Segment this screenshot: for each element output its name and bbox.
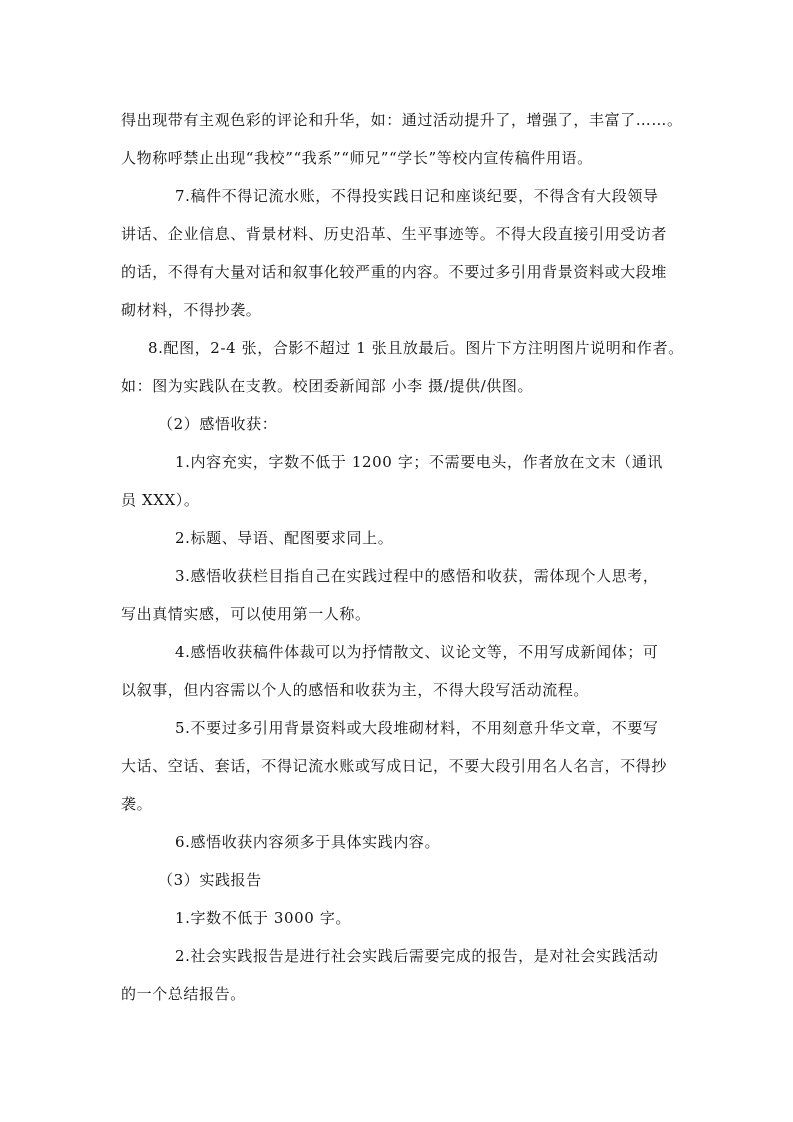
text-line: 5.不要过多引用背景资料或大段堆砌材料，不用刻意升华文章，不要写	[175, 719, 659, 737]
text-line: 的一个总结报告。	[121, 985, 246, 1003]
text-line: 讲话、企业信息、背景材料、历史沿革、生平事迹等。不得大段直接引用受访者	[121, 225, 668, 243]
text-line: 砌材料，不得抄袭。	[121, 301, 262, 319]
section-heading: （2）感悟收获：	[158, 415, 278, 433]
text-line: 6.感悟收获内容须多于具体实践内容。	[175, 833, 441, 851]
text-line: 1.内容充实，字数不低于 1200 字；不需要电头，作者放在文末（通讯	[175, 453, 664, 471]
text-line: 以叙事，但内容需以个人的感悟和收获为主，不得大段写活动流程。	[121, 681, 590, 699]
text-line: 的话，不得有大量对话和叙事化较严重的内容。不要过多引用背景资料或大段堆	[121, 263, 668, 281]
text-line: 员 XXX）。	[121, 491, 200, 509]
text-line: 人物称呼禁止出现“我校”“我系”“师兄”“学长”等校内宣传稿件用语。	[121, 149, 593, 167]
text-line: 4.感悟收获稿件体裁可以为抒情散文、议论文等，不用写成新闻体；可	[175, 643, 659, 661]
text-line: 如：图为实践队在支教。校团委新闻部 小李 摄/提供/供图。	[121, 377, 534, 395]
text-line: 2.标题、导语、配图要求同上。	[175, 529, 394, 547]
text-line: 袭。	[121, 795, 153, 813]
text-line: 写出真情实感，可以使用第一人称。	[121, 605, 371, 623]
section-heading: （3）实践报告	[158, 871, 262, 889]
text-line: 大话、空话、套话，不得记流水账或写成日记，不要大段引用名人名言，不得抄	[121, 757, 668, 775]
text-line: 1.字数不低于 3000 字。	[175, 909, 352, 927]
text-line: 3.感悟收获栏目指自己在实践过程中的感悟和收获，需体现个人思考，	[175, 567, 659, 585]
text-line: 得出现带有主观色彩的评论和升华，如：通过活动提升了，增强了，丰富了……。	[121, 111, 683, 129]
text-line: 2.社会实践报告是进行社会实践后需要完成的报告，是对社会实践活动	[175, 947, 659, 965]
text-line: 8.配图，2-4 张，合影不超过 1 张且放最后。图片下方注明图片说明和作者。	[148, 339, 684, 357]
text-line: 7.稿件不得记流水账，不得投实践日记和座谈纪要，不得含有大段领导	[175, 187, 659, 205]
